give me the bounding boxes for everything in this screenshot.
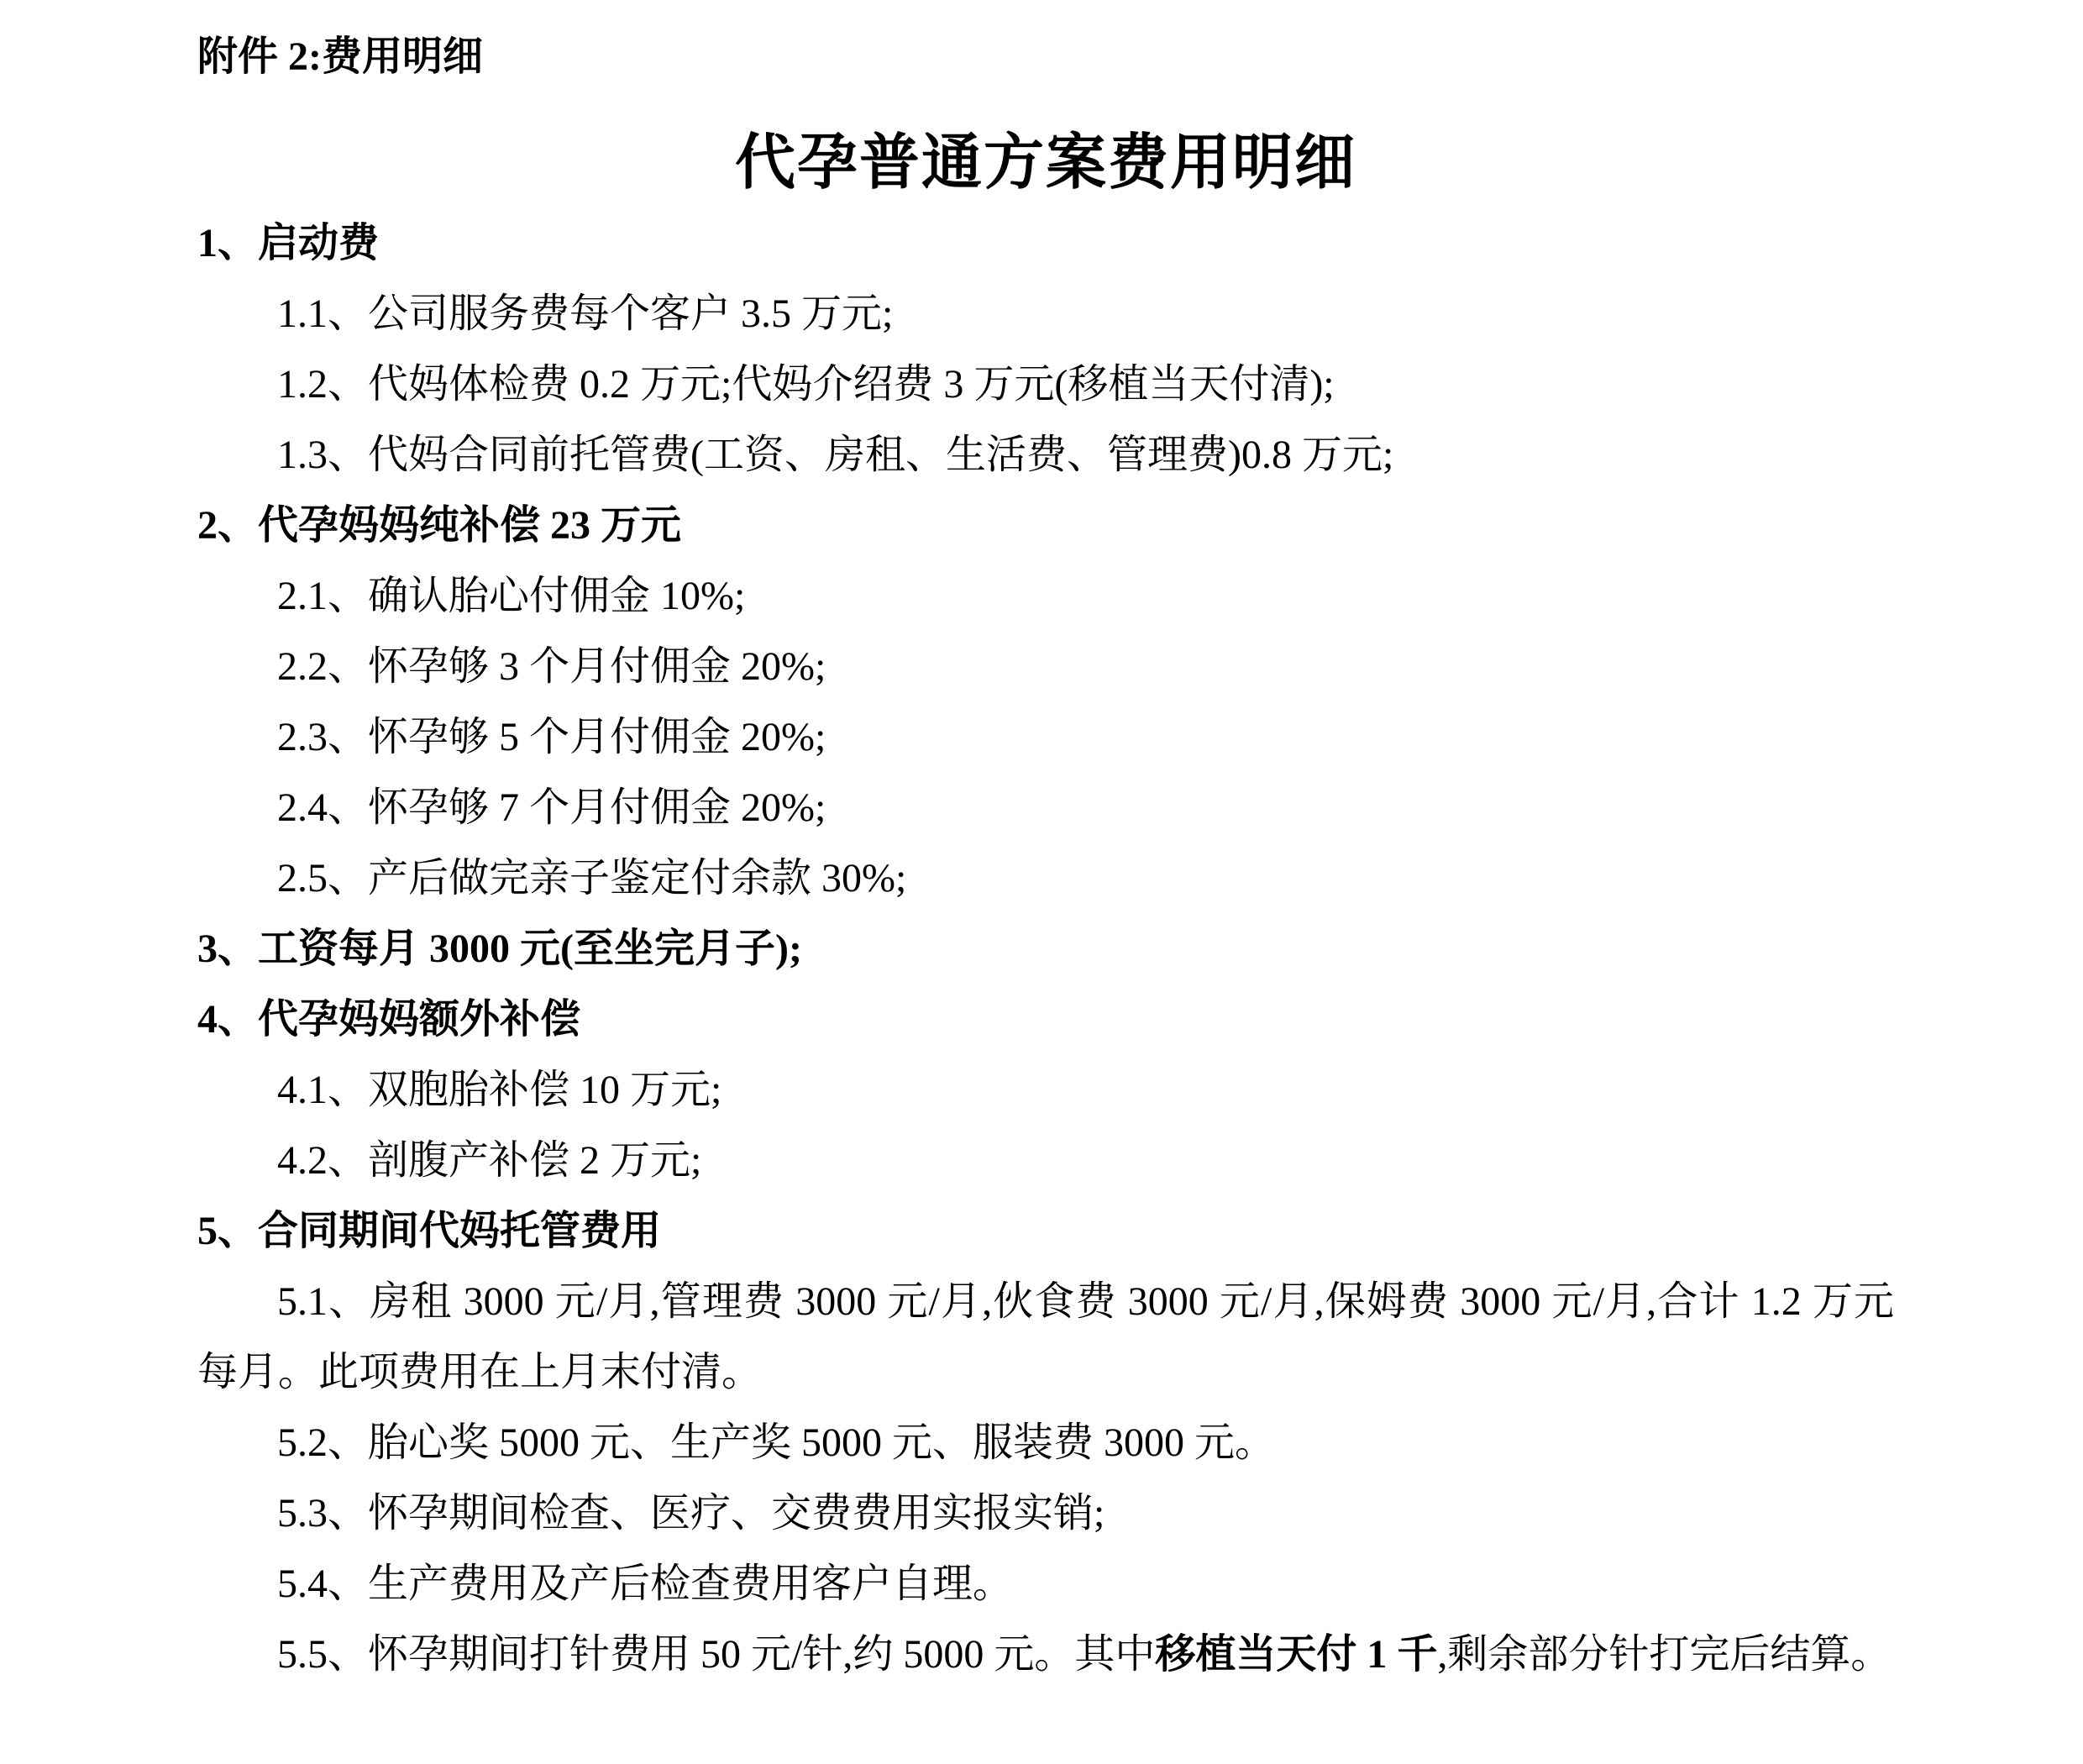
item-1-3: 1.3、代妈合同前托管费(工资、房租、生活费、管理费)0.8 万元; xyxy=(277,433,1394,477)
item-5-5-tail-text: ,剩余部分针打完后结算。 xyxy=(1437,1632,1891,1677)
section-1-heading: 1、启动费 xyxy=(197,221,380,265)
item-2-1: 2.1、确认胎心付佣金 10%; xyxy=(277,574,746,618)
page-title: 代孕普通方案费用明细 xyxy=(734,129,1356,197)
item-5-1: 5.1、房租 3000 元/月,管理费 3000 元/月,伙食费 3000 元/月,保姆费 3000 元/月,合计 1.2 万元每月。此项费用在上月末付清。 xyxy=(197,1279,1894,1394)
item-4-1: 4.1、双胞胎补偿 10 万元; xyxy=(277,1068,722,1112)
attachment-label: 附件 2:费用明细 xyxy=(197,34,483,79)
item-5-2: 5.2、胎心奖 5000 元、生产奖 5000 元、服装费 3000 元。 xyxy=(277,1420,1276,1465)
item-2-5: 2.5、产后做完亲子鉴定付余款 30%; xyxy=(277,856,907,900)
section-2-heading: 2、代孕妈妈纯补偿 23 万元 xyxy=(197,503,682,548)
item-2-2: 2.2、怀孕够 3 个月付佣金 20%; xyxy=(277,644,826,689)
item-5-5-text: 5.5、怀孕期间打针费用 50 元/针,约 5000 元。其中 xyxy=(277,1632,1156,1677)
item-2-3: 2.3、怀孕够 5 个月付佣金 20%; xyxy=(277,715,826,759)
item-1-1: 1.1、公司服务费每个客户 3.5 万元; xyxy=(277,291,894,336)
item-2-4: 2.4、怀孕够 7 个月付佣金 20%; xyxy=(277,785,826,830)
section-3-heading: 3、工资每月 3000 元(至坐完月子); xyxy=(197,927,802,971)
section-4-heading: 4、代孕妈妈额外补偿 xyxy=(197,997,581,1042)
item-4-2: 4.2、剖腹产补偿 2 万元; xyxy=(277,1138,702,1183)
item-5-3: 5.3、怀孕期间检查、医疗、交费费用实报实销; xyxy=(277,1491,1105,1536)
item-5-5 xyxy=(197,1620,1894,1690)
item-5-5-bold-text: 移植当天付 1 千 xyxy=(1155,1632,1438,1677)
item-5-4: 5.4、生产费用及产后检查费用客户自理。 xyxy=(277,1562,1014,1606)
item-1-2: 1.2、代妈体检费 0.2 万元;代妈介绍费 3 万元(移植当天付清); xyxy=(277,362,1335,407)
section-5-heading: 5、合同期间代妈托管费用 xyxy=(197,1209,662,1253)
